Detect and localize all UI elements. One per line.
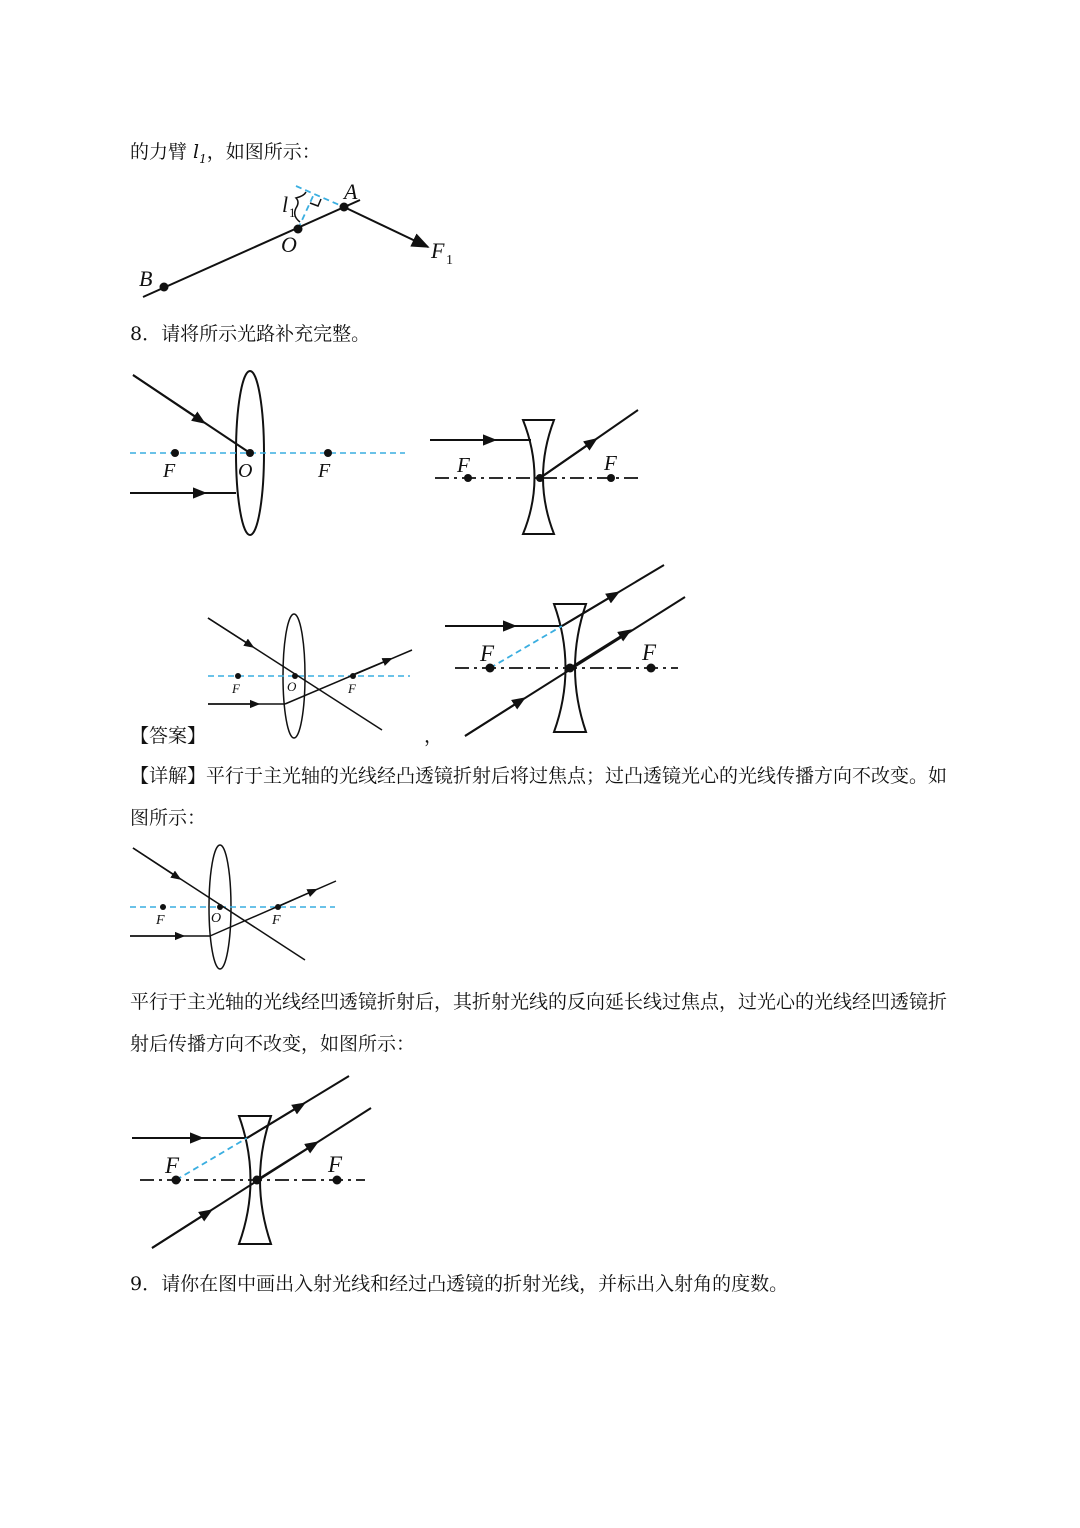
focus-right [275,904,281,910]
focus-left [171,449,179,457]
label-f-right: F [272,913,281,928]
lever-caption-suffix: ，如图所示： [206,141,321,163]
label-f-right: F [318,460,331,482]
label-f-left: F [165,1153,180,1178]
lever-arm-var: l [193,141,200,163]
focus-right [607,474,615,482]
label-l-sub: 1 [289,205,296,220]
refracted-ray-arrow [540,442,592,478]
label-f-right: F [348,681,356,696]
point-b [160,283,169,292]
label-f-right: F [604,451,617,475]
refracted-ray-arrow [350,660,388,676]
detail-line-1: 【详解】平行于主光轴的光线经凸透镜折射后将过焦点；过凸透镜光心的光线传播方向不改变。如 [130,765,948,787]
answer-comma: ， [424,725,444,747]
convex-lens-question-diagram [0,360,420,550]
concave-lens-answer-diagram [440,560,690,740]
label-o: O [281,232,297,257]
virtual-extension [176,1138,247,1180]
label-f-right: F [642,640,657,665]
label-f-left: F [156,913,165,928]
ray-through-center-arrow [208,618,250,645]
label-f-left: F [232,681,240,696]
ray-through-center-arrow-2 [570,633,626,668]
lever-diagram [0,0,1080,320]
detail-line-2: 图所示： [130,807,207,829]
label-f-left: F [457,453,470,477]
optical-center [566,664,575,673]
answer-label: 【答案】 [130,725,207,747]
ray-through-center-arrow-1 [465,701,520,736]
refracted-ray-arrow [247,1106,300,1138]
concave-explain-line-1: 平行于主光轴的光线经凹透镜折射后，其折射光线的反向延长线过焦点，过光心的光线经凹透镜折 [130,991,948,1013]
lever-bar [143,200,360,297]
label-f-left: F [163,460,176,482]
focus-right [324,449,332,457]
focus-right [350,673,356,679]
refracted-ray-arrow [562,595,614,626]
optical-center [536,474,544,482]
label-f-sub: 1 [446,253,453,268]
label-o: O [211,911,222,926]
optical-center [246,449,254,457]
label-f-right: F [328,1152,343,1177]
force-f1-arrow [344,207,428,247]
lever-caption-prefix: 的力臂 [130,141,194,163]
optical-center [217,904,223,910]
refracted-ray-arrow [275,891,313,908]
label-b: B [139,266,153,291]
label-f-left: F [480,641,495,666]
question-8: 8．请将所示光路补充完整。 [130,323,371,345]
focus-left [235,673,241,679]
question-9: 9．请你在图中画出入射光线和经过凸透镜的折射光线，并标出入射角的度数。 [130,1273,789,1295]
optical-center [253,1176,262,1185]
lever-arm-brace [295,192,306,222]
ray-through-center-arrow-1 [152,1213,207,1248]
label-o: O [287,679,297,694]
label-f: F [431,238,445,263]
force-extension-line [296,186,344,207]
lever-arm-sub: 1 [199,151,207,166]
concave-lens-detail-diagram [125,1070,385,1255]
ray-through-center-arrow [133,375,200,420]
virtual-extension [490,626,562,668]
ray-through-center-arrow-2 [257,1145,313,1180]
concave-lens-question-diagram [420,400,660,540]
label-o: O [238,460,253,482]
label-a: A [344,179,358,204]
ray-through-center-arrow [133,848,177,877]
convex-lens-answer-diagram [200,610,420,740]
convex-lens-detail-diagram [125,840,345,975]
focus-left [160,904,166,910]
concave-explain-line-2: 射后传播方向不改变，如图所示： [130,1033,416,1055]
label-l: l [282,192,289,217]
